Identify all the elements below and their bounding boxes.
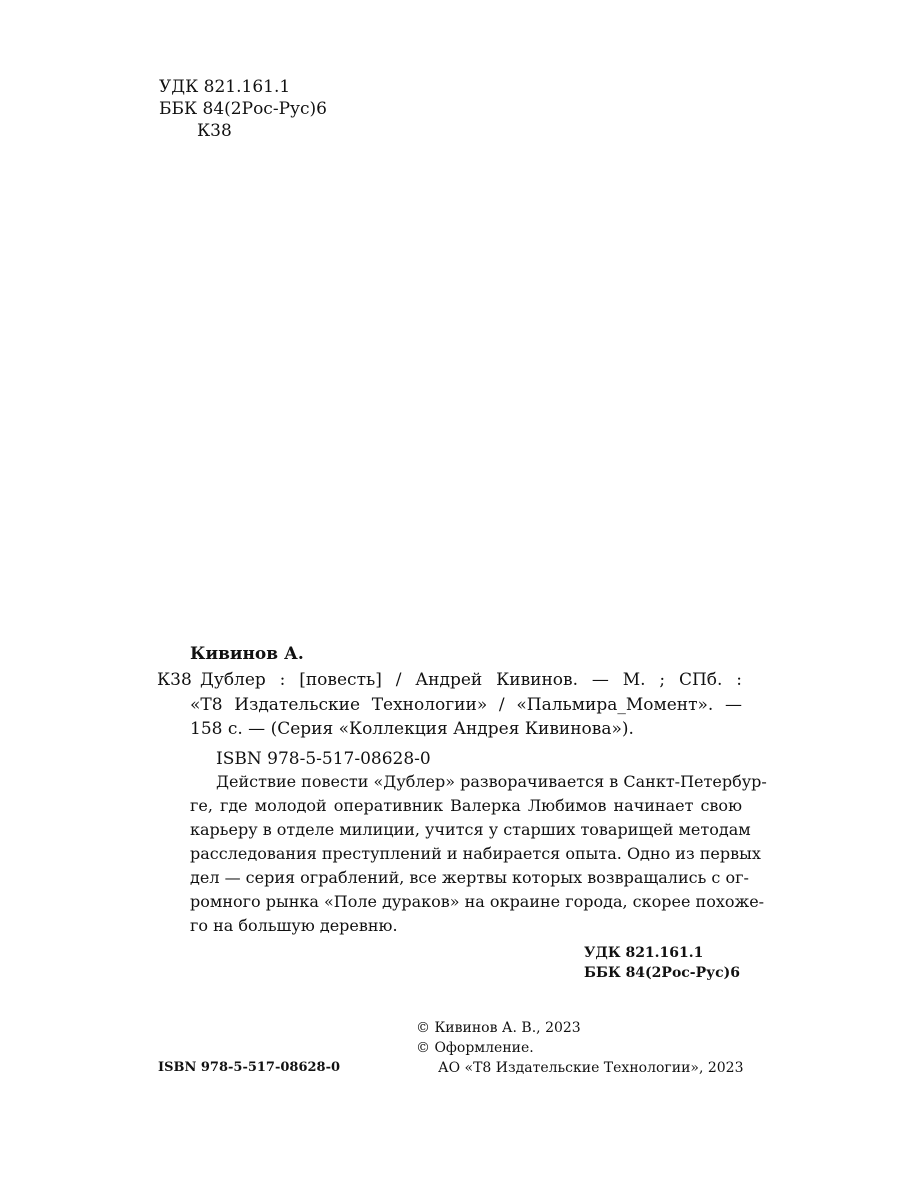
record-description [190,668,742,742]
record-isbn: ISBN 978-5-517-08628-0 [216,749,431,769]
copyright-design: © Оформление. [416,1040,534,1056]
annotation-line-5: дел — серия ограблений, все жертвы которых возвращались с ог- [190,868,749,887]
record-line-2: «Т8 Издательские Технологии» / «Пальмира_Момент». — [190,694,742,715]
record-author: Кивинов А. [190,644,304,664]
udk-code-bottom: УДК 821.161.1 [584,945,704,961]
copyright-publisher: АО «Т8 Издательские Технологии», 2023 [438,1060,744,1076]
bottom-classification-codes [584,943,740,983]
annotation-line-3: карьеру в отделе милиции, учится у старших товарищей методам [190,820,751,839]
record-line-1: Дублер : [повесть] / Андрей Кивинов. — М. ; СПб. : [200,670,742,690]
copyright-block [416,1018,744,1078]
annotation-line-6: ромного рынка «Поле дураков» на окраине города, скорее похоже- [190,892,765,911]
udk-code: УДК 821.161.1 [159,77,291,97]
record-line-3: 158 с. — (Серия «Коллекция Андрея Кивинова»). [190,719,634,739]
annotation-line-4: расследования преступлений и набирается опыта. Одно из первых [190,844,761,863]
isbn-bottom: ISBN 978-5-517-08628-0 [158,1060,341,1075]
annotation [190,770,767,938]
annotation-line-2: ге, где молодой оперативник Валерка Любимов начинает свою [190,796,742,815]
bbk-code: ББК 84(2Рос-Рус)6 [159,99,327,119]
annotation-line-7: го на большую деревню. [190,916,398,935]
annotation-line-1: Действие повести «Дублер» разворачивается в Санкт-Петербур- [216,772,767,791]
record-author-mark: К38 [157,670,192,690]
top-classification-codes [159,76,327,142]
bbk-code-bottom: ББК 84(2Рос-Рус)6 [584,965,740,981]
copyright-author: © Кивинов А. В., 2023 [416,1020,581,1036]
author-mark: К38 [197,121,232,141]
